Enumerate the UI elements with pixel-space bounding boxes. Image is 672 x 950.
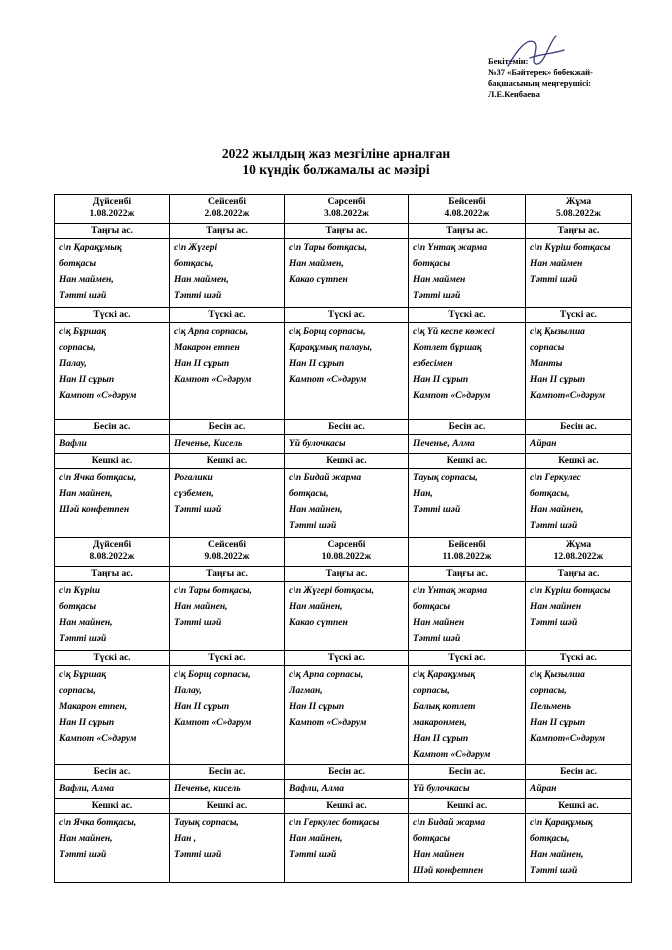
food-item-line: с\қ Бұршақ	[59, 670, 107, 680]
food-row	[55, 780, 632, 799]
food-item-line: Шәй конфетпен	[413, 866, 484, 876]
day-name: Дүйсенбі	[92, 197, 132, 207]
food-cell	[170, 582, 285, 651]
food-item-line: Нан маймен,	[289, 259, 344, 269]
food-item-line: Кампот «С»дәрум	[59, 734, 137, 744]
day-date: 3.08.2022ж	[324, 209, 369, 219]
food-item-line: Кампот«С»дәрум	[530, 734, 606, 744]
food-item-line: с\қ Қызылша	[530, 670, 585, 680]
food-item-line: Манты	[530, 359, 563, 369]
food-cell	[526, 814, 632, 883]
food-item-line: ботқасы	[59, 259, 97, 269]
food-cell	[55, 780, 170, 799]
food-item-line: макаронмен,	[413, 718, 467, 728]
food-item-line: сорпасы,	[530, 686, 567, 696]
meal-label: Бесін ас.	[285, 420, 409, 435]
food-row	[55, 582, 632, 651]
food-item-line: Нан майнен,	[174, 602, 228, 612]
food-cell	[526, 323, 632, 420]
food-item-line: Шәй конфетпен	[59, 505, 130, 515]
food-item-line: с\п Тары ботқасы,	[174, 586, 252, 596]
day-date: 10.08.2022ж	[321, 552, 372, 562]
meal-label: Таңғы ас.	[170, 567, 285, 582]
food-item-line: Пельмень	[530, 702, 571, 712]
food-cell	[170, 469, 285, 538]
meal-label: Кешкі ас.	[170, 799, 285, 814]
food-item-line: Айран	[530, 784, 557, 794]
day-header	[285, 538, 409, 567]
food-cell	[409, 814, 526, 883]
title-line-1: 2022 жылдың жаз мезгіліне арналған	[221, 146, 451, 161]
meal-label: Бесін ас.	[526, 765, 632, 780]
food-item-line: Тәтті шәй	[174, 850, 222, 860]
food-item-line: с\п Геркулес	[530, 473, 581, 483]
food-item-line: ботқасы	[413, 259, 451, 269]
food-cell	[409, 666, 526, 765]
meal-label: Кешкі ас.	[409, 799, 526, 814]
day-name: Бейсенбі	[448, 540, 486, 550]
food-item-line: езбесімен	[413, 359, 453, 369]
food-item-line: Вафли, Алма	[59, 784, 115, 794]
food-item-line: ботқасы,	[530, 834, 570, 844]
food-item-line: Печенье, кисель	[174, 784, 241, 794]
food-cell	[55, 814, 170, 883]
meal-label: Таңғы ас.	[526, 224, 632, 239]
food-item-line: Печенье, Кисель	[174, 439, 243, 449]
food-item-line: Тауық сорпасы,	[174, 818, 239, 828]
food-item-line: с\қ Арпа сорпасы,	[174, 327, 249, 337]
food-item-line: сорпасы,	[59, 686, 96, 696]
food-cell	[170, 323, 285, 420]
food-item-line: Нан II сұрып	[289, 702, 345, 712]
food-item-line: Балық котлет	[413, 702, 476, 712]
meal-label: Түскі ас.	[526, 651, 632, 666]
food-item-line: Нан II сұрып	[289, 359, 345, 369]
food-item-line: Кампот «С»дәрум	[174, 375, 252, 385]
menu-table	[54, 194, 632, 883]
food-item-line: ботқасы,	[174, 259, 214, 269]
meal-label-row	[55, 651, 632, 666]
food-cell	[409, 780, 526, 799]
day-date: 12.08.2022ж	[553, 552, 604, 562]
food-item-line: сорпасы,	[413, 686, 450, 696]
food-item-line: Тәтті шәй	[530, 521, 578, 531]
food-item-line: Нан майнен	[413, 618, 465, 628]
food-item-line: Нан,	[413, 489, 433, 499]
approval-line: бақшасының меңгерушісі:	[488, 78, 592, 88]
food-item-line: Нан майнен,	[289, 505, 343, 515]
food-cell	[170, 666, 285, 765]
food-item-line: Нан майнен,	[289, 834, 343, 844]
meal-label: Кешкі ас.	[285, 454, 409, 469]
food-item-line: сорпасы	[530, 343, 565, 353]
day-header-row	[55, 195, 632, 224]
meal-label: Кешкі ас.	[285, 799, 409, 814]
food-cell	[170, 435, 285, 454]
meal-label: Түскі ас.	[409, 651, 526, 666]
food-item-line: Нан II сұрып	[530, 375, 586, 385]
food-cell	[526, 780, 632, 799]
food-row	[55, 666, 632, 765]
food-item-line: Тәтті шәй	[413, 505, 461, 515]
day-header	[526, 538, 632, 567]
food-cell	[55, 582, 170, 651]
food-cell	[409, 239, 526, 308]
food-item-line: Какао сүтпен	[289, 618, 348, 628]
food-item-line: Макарон етпен	[174, 343, 240, 353]
food-cell	[170, 239, 285, 308]
food-item-line: с\п Бидай жарма	[413, 818, 486, 828]
food-item-line: Котлет бұршақ	[413, 343, 482, 353]
meal-label-row	[55, 567, 632, 582]
food-cell	[409, 323, 526, 420]
food-cell	[55, 323, 170, 420]
food-item-line: Кампот«С»дәрум	[530, 391, 606, 401]
meal-label: Бесін ас.	[409, 765, 526, 780]
food-item-line: с\қ Үй кеспе көжесі	[413, 327, 495, 337]
meal-label-row	[55, 799, 632, 814]
meal-label: Таңғы ас.	[170, 224, 285, 239]
food-item-line: с\п Қарақұмық	[530, 818, 593, 828]
food-cell	[285, 435, 409, 454]
food-item-line: Кампот «С»дәрум	[413, 391, 491, 401]
meal-label: Бесін ас.	[409, 420, 526, 435]
food-item-line: Үй булочкасы	[413, 784, 470, 794]
food-item-line: с\қ Қарақұмық	[413, 670, 476, 680]
day-date: 2.08.2022ж	[204, 209, 250, 219]
food-item-line: Нан II сұрып	[413, 375, 469, 385]
food-row	[55, 814, 632, 883]
meal-label-row	[55, 224, 632, 239]
food-item-line: Кампот «С»дәрум	[413, 750, 491, 760]
meal-label-row	[55, 454, 632, 469]
food-row	[55, 239, 632, 308]
food-cell	[526, 582, 632, 651]
food-item-line: Нан майнен,	[530, 850, 584, 860]
meal-label: Түскі ас.	[526, 308, 632, 323]
meal-label: Түскі ас.	[55, 651, 170, 666]
meal-label: Бесін ас.	[526, 420, 632, 435]
food-cell	[526, 435, 632, 454]
day-name: Сәрсенбі	[327, 197, 366, 207]
food-cell	[285, 814, 409, 883]
day-header	[55, 195, 170, 224]
food-item-line: Какао сүтпен	[289, 275, 348, 285]
food-item-line: Нан маймен,	[59, 275, 114, 285]
food-item-line: Нан майнен,	[59, 834, 113, 844]
day-header	[285, 195, 409, 224]
food-cell	[285, 469, 409, 538]
meal-label: Таңғы ас.	[55, 224, 170, 239]
food-item-line: Нан майнен,	[59, 489, 113, 499]
day-date: 8.08.2022ж	[89, 552, 135, 562]
food-item-line: Нан майнен	[530, 602, 582, 612]
food-cell	[409, 582, 526, 651]
signature-image	[500, 28, 570, 78]
food-item-line: Вафли, Алма	[289, 784, 345, 794]
meal-label: Түскі ас.	[409, 308, 526, 323]
meal-label: Кешкі ас.	[55, 454, 170, 469]
food-item-line: ботқасы,	[289, 489, 329, 499]
meal-label: Таңғы ас.	[409, 224, 526, 239]
food-item-line: сорпасы,	[59, 343, 96, 353]
day-date: 9.08.2022ж	[204, 552, 250, 562]
meal-label: Таңғы ас.	[409, 567, 526, 582]
food-cell	[170, 814, 285, 883]
food-item-line: ботқасы,	[530, 489, 570, 499]
meal-label: Таңғы ас.	[285, 224, 409, 239]
day-name: Жұма	[565, 197, 592, 207]
food-item-line: с\қ Қызылша	[530, 327, 585, 337]
day-header	[170, 195, 285, 224]
food-item-line: с\п Күріш ботқасы	[530, 243, 611, 253]
day-header	[526, 195, 632, 224]
meal-label: Кешкі ас.	[526, 454, 632, 469]
food-item-line: с\п Геркулес ботқасы	[289, 818, 380, 828]
meal-label: Таңғы ас.	[55, 567, 170, 582]
day-name: Сейсенбі	[207, 540, 247, 550]
food-item-line: Кампот «С»дәрум	[289, 718, 367, 728]
meal-label-row	[55, 308, 632, 323]
food-cell	[55, 469, 170, 538]
document-title	[0, 146, 672, 178]
approval-line: Л.Е.Кенбаева	[488, 89, 540, 99]
food-item-line: с\п Жүгері ботқасы,	[289, 586, 374, 596]
meal-label: Түскі ас.	[170, 651, 285, 666]
day-header	[409, 538, 526, 567]
title-line-2: 10 күндік болжамалы ас мәзірі	[242, 162, 430, 177]
food-item-line: Нан II сұрып	[174, 359, 230, 369]
food-item-line: Нан майнен	[413, 850, 465, 860]
food-item-line: Айран	[530, 439, 557, 449]
food-cell	[285, 780, 409, 799]
food-item-line: Тәтті шәй	[174, 505, 222, 515]
food-item-line: Нан II сұрып	[413, 734, 469, 744]
food-cell	[409, 469, 526, 538]
food-item-line: с\қ Арпа сорпасы,	[289, 670, 364, 680]
meal-label-row	[55, 765, 632, 780]
meal-label: Бесін ас.	[170, 420, 285, 435]
food-item-line: Кампот «С»дәрум	[289, 375, 367, 385]
food-item-line: Тәтті шәй	[59, 850, 107, 860]
food-item-line: Палау,	[174, 686, 202, 696]
food-cell	[409, 435, 526, 454]
food-item-line: сүзбемен,	[174, 489, 214, 499]
approval-line: №37 «Бәйтерек» бөбекжай-	[488, 67, 593, 77]
day-date: 4.08.2022ж	[444, 209, 490, 219]
food-item-line: Үй булочкасы	[289, 439, 346, 449]
food-item-line: Нан маймен,	[174, 275, 229, 285]
meal-label: Бесін ас.	[55, 765, 170, 780]
food-item-line: Нан II сұрып	[59, 375, 115, 385]
meal-label: Бесін ас.	[170, 765, 285, 780]
meal-label: Кешкі ас.	[170, 454, 285, 469]
meal-label: Кешкі ас.	[526, 799, 632, 814]
food-item-line: Рогалики	[174, 473, 213, 483]
food-item-line: с\қ Борщ сорпасы,	[174, 670, 251, 680]
food-item-line: с\п Күріш	[59, 586, 101, 596]
food-item-line: Кампот «С»дәрум	[59, 391, 137, 401]
food-item-line: с\қ Борщ сорпасы,	[289, 327, 366, 337]
meal-label: Түскі ас.	[285, 651, 409, 666]
food-item-line: Тәтті шәй	[289, 521, 337, 531]
day-name: Жұма	[565, 540, 592, 550]
food-item-line: Тәтті шәй	[530, 618, 578, 628]
food-item-line: Тәтті шәй	[289, 850, 337, 860]
food-item-line: Вафли	[59, 439, 87, 449]
meal-label: Таңғы ас.	[285, 567, 409, 582]
food-item-line: с\п Жүгері	[174, 243, 218, 253]
food-item-line: Тауық сорпасы,	[413, 473, 478, 483]
food-item-line: Тәтті шәй	[413, 291, 461, 301]
meal-label: Кешкі ас.	[409, 454, 526, 469]
food-item-line: с\п Қарақұмық	[59, 243, 122, 253]
food-item-line: Тәтті шәй	[530, 866, 578, 876]
meal-label: Кешкі ас.	[55, 799, 170, 814]
meal-label: Түскі ас.	[55, 308, 170, 323]
food-item-line: Тәтті шәй	[59, 634, 107, 644]
food-item-line: Палау,	[59, 359, 87, 369]
food-item-line: Нан маймен	[413, 275, 466, 285]
food-cell	[285, 666, 409, 765]
day-name: Бейсенбі	[448, 197, 486, 207]
food-item-line: Нан маймен	[530, 259, 583, 269]
day-header	[409, 195, 526, 224]
day-name: Сейсенбі	[207, 197, 247, 207]
food-item-line: Нан майнен,	[530, 505, 584, 515]
food-item-line: Тәтті шәй	[413, 634, 461, 644]
meal-label: Бесін ас.	[55, 420, 170, 435]
food-cell	[285, 323, 409, 420]
food-item-line: с\қ Бұршақ	[59, 327, 107, 337]
food-item-line: Нан II сұрып	[174, 702, 230, 712]
food-item-line: Нан майнен,	[59, 618, 113, 628]
day-date: 1.08.2022ж	[89, 209, 135, 219]
food-item-line: Нан ,	[174, 834, 197, 844]
food-item-line: Печенье, Алма	[413, 439, 475, 449]
food-cell	[170, 780, 285, 799]
food-item-line: с\п Бидай жарма	[289, 473, 362, 483]
food-item-line: с\п Үнтақ жарма	[413, 586, 488, 596]
food-cell	[526, 666, 632, 765]
food-item-line: Нан II сұрып	[530, 718, 586, 728]
food-item-line: Тәтті шәй	[174, 291, 222, 301]
day-name: Дүйсенбі	[92, 540, 132, 550]
food-cell	[55, 666, 170, 765]
food-item-line: с\п Ячка ботқасы,	[59, 818, 137, 828]
food-item-line: Нан майнен,	[289, 602, 343, 612]
meal-label: Түскі ас.	[170, 308, 285, 323]
meal-label: Таңғы ас.	[526, 567, 632, 582]
food-row	[55, 435, 632, 454]
food-cell	[55, 239, 170, 308]
food-item-line: ботқасы	[59, 602, 97, 612]
food-item-line: ботқасы	[413, 602, 451, 612]
day-header-row	[55, 538, 632, 567]
food-item-line: Тәтті шәй	[530, 275, 578, 285]
food-cell	[526, 239, 632, 308]
food-item-line: с\п Күріш ботқасы	[530, 586, 611, 596]
meal-label-row	[55, 420, 632, 435]
food-item-line: Қарақұмық палауы,	[289, 343, 373, 353]
food-item-line: ботқасы	[413, 834, 451, 844]
food-cell	[55, 435, 170, 454]
food-cell	[285, 239, 409, 308]
meal-label: Бесін ас.	[285, 765, 409, 780]
day-name: Сәрсенбі	[327, 540, 366, 550]
meal-label: Түскі ас.	[285, 308, 409, 323]
food-row	[55, 469, 632, 538]
food-item-line: Кампот «С»дәрум	[174, 718, 252, 728]
food-cell	[285, 582, 409, 651]
food-cell	[526, 469, 632, 538]
food-row	[55, 323, 632, 420]
food-item-line: Макарон етпен,	[59, 702, 128, 712]
food-item-line: с\п Тары ботқасы,	[289, 243, 367, 253]
food-item-line: Тәтті шәй	[174, 618, 222, 628]
day-header	[170, 538, 285, 567]
food-item-line: с\п Ячка ботқасы,	[59, 473, 137, 483]
day-header	[55, 538, 170, 567]
approval-line: Бекітемін:	[488, 56, 529, 66]
food-item-line: Лагман,	[289, 686, 323, 696]
food-item-line: Нан II сұрып	[59, 718, 115, 728]
food-item-line: Тәтті шәй	[59, 291, 107, 301]
day-date: 5.08.2022ж	[556, 209, 601, 219]
day-date: 11.08.2022ж	[442, 552, 492, 562]
food-item-line: с\п Үнтақ жарма	[413, 243, 488, 253]
